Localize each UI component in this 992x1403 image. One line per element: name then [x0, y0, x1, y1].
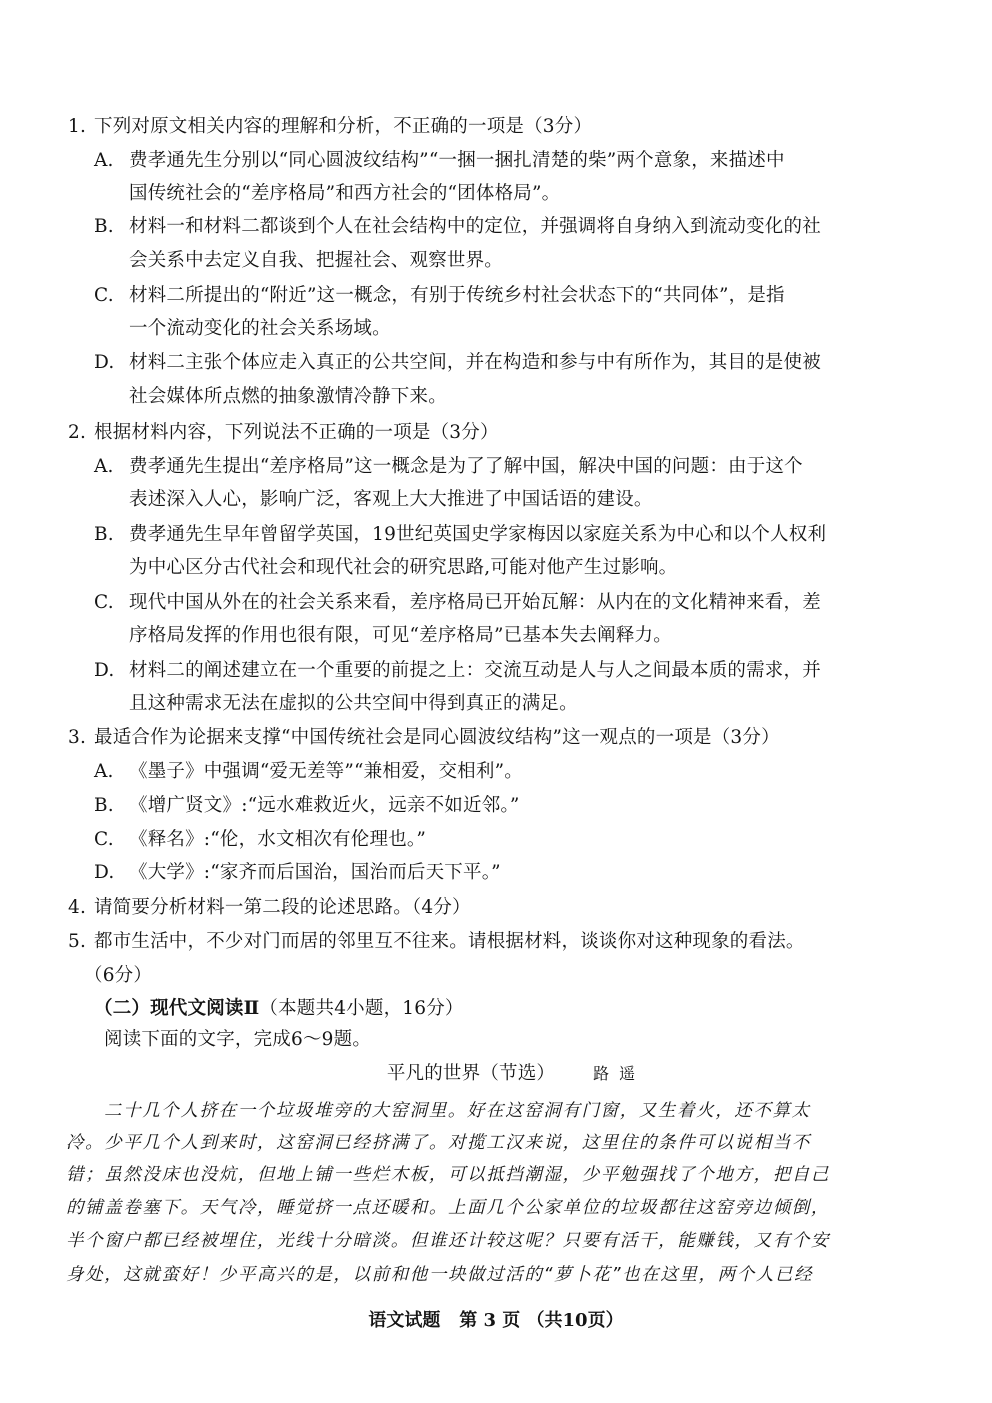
q2-option-b: B. 费孝通先生早年曾留学英国，19世纪英国史学家梅因以家庭关系为中心和以个人权利 [94, 524, 827, 545]
question-1-stem: 1. 下列对原文相关内容的理解和分析，不正确的一项是（3分） [68, 116, 593, 137]
passage-title: 平凡的世界（节选） 路遥 [386, 1063, 646, 1084]
question-5-stem: 5. 都市生活中，不少对门而居的邻里互不往来。请根据材料，谈谈你对这种现象的看法。 [68, 931, 805, 952]
q2-option-c: C. 现代中国从外在的社会关系来看，差序格局已开始瓦解：从内在的文化精神来看，差 [94, 592, 821, 613]
question-4-stem: 4. 请简要分析材料一第二段的论述思路。（4分） [68, 897, 471, 918]
q2-option-a: A. 费孝通先生提出“差序格局”这一概念是为了了解中国，解决中国的问题：由于这个 [94, 456, 803, 477]
question-2-stem: 2. 根据材料内容，下列说法不正确的一项是（3分） [68, 422, 499, 443]
question-3-stem: 3. 最适合作为论据来支撑“中国传统社会是同心圆波纹结构”这一观点的一项是（3分） [68, 727, 780, 748]
section-heading: （二）现代文阅读Ⅱ（本题共4小题，16分） [94, 998, 464, 1019]
q3-option-a: A. 《墨子》中强调“爱无差等”“兼相爱，交相利”。 [94, 761, 523, 782]
q1-option-a-cont: 国传统社会的“差序格局”和西方社会的“团体格局”。 [129, 183, 561, 204]
q1-option-d: D. 材料二主张个体应走入真正的公共空间，并在构造和参与中有所作为，其目的是使被 [94, 352, 821, 373]
q1-option-b: B. 材料一和材料二都谈到个人在社会结构中的定位，并强调将自身纳入到流动变化的社 [94, 216, 821, 237]
q2-option-a-cont: 表述深入人心，影响广泛，客观上大大推进了中国话语的建设。 [129, 489, 653, 510]
passage-line-1: 二十几个人挤在一个垃圾堆旁的大窑洞里。好在这窑洞有门窗，又生着火，还不算太 [104, 1101, 811, 1121]
q3-option-c: C. 《释名》:“伦，水文相次有伦理也。” [94, 829, 426, 850]
q1-option-b-cont: 会关系中去定义自我、把握社会、观察世界。 [129, 250, 504, 271]
passage-line-6: 身处，这就蛮好！少平高兴的是，以前和他一块做过活的“萝卜花”也在这里，两个人已经 [66, 1265, 814, 1285]
question-5-score: （6分） [84, 965, 153, 986]
q1-option-c: C. 材料二所提出的“附近”这一概念，有别于传统乡村社会状态下的“共同体”，是指 [94, 285, 785, 306]
q2-option-d-cont: 且这种需求无法在虚拟的公共空间中得到真正的满足。 [129, 693, 578, 714]
passage-line-4: 的铺盖卷塞下。天气冷，睡觉挤一点还暖和。上面几个公家单位的垃圾都往这窑旁边倾倒， [66, 1198, 830, 1218]
section-instruction: 阅读下面的文字，完成6～9题。 [104, 1029, 372, 1050]
passage-line-5: 半个窗户都已经被埋住，光线十分暗淡。但谁还计较这呢？只要有活干，能赚钱，又有个安 [66, 1231, 830, 1251]
passage-author: 路遥 [593, 1064, 646, 1083]
passage-line-2: 冷。少平几个人到来时，这窑洞已经挤满了。对揽工汉来说，这里住的条件可以说相当不 [66, 1133, 811, 1153]
page-footer: 语文试题 第 3 页 （共10页） [368, 1310, 624, 1331]
q1-option-a: A. 费孝通先生分别以“同心圆波纹结构”“一捆一捆扎清楚的柴”两个意象，来描述中 [94, 150, 785, 171]
passage-line-3: 错；虽然没床也没炕，但地上铺一些烂木板，可以抵挡潮湿，少平勉强找了个地方，把自己 [66, 1165, 830, 1185]
q3-option-b: B. 《增广贤文》:“远水难救近火，远亲不如近邻。” [94, 795, 520, 816]
q2-option-d: D. 材料二的阐述建立在一个重要的前提之上：交流互动是人与人之间最本质的需求，并 [94, 660, 821, 681]
q2-option-c-cont: 序格局发挥的作用也很有限，可见“差序格局”已基本失去阐释力。 [129, 625, 672, 646]
q3-option-d: D. 《大学》:“家齐而后国治，国治而后天下平。” [94, 862, 501, 883]
q2-option-b-cont: 为中心区分古代社会和现代社会的研究思路,可能对他产生过影响。 [129, 557, 678, 578]
q1-option-d-cont: 社会媒体所点燃的抽象激情冷静下来。 [129, 386, 447, 407]
q1-option-c-cont: 一个流动变化的社会关系场域。 [129, 318, 391, 339]
